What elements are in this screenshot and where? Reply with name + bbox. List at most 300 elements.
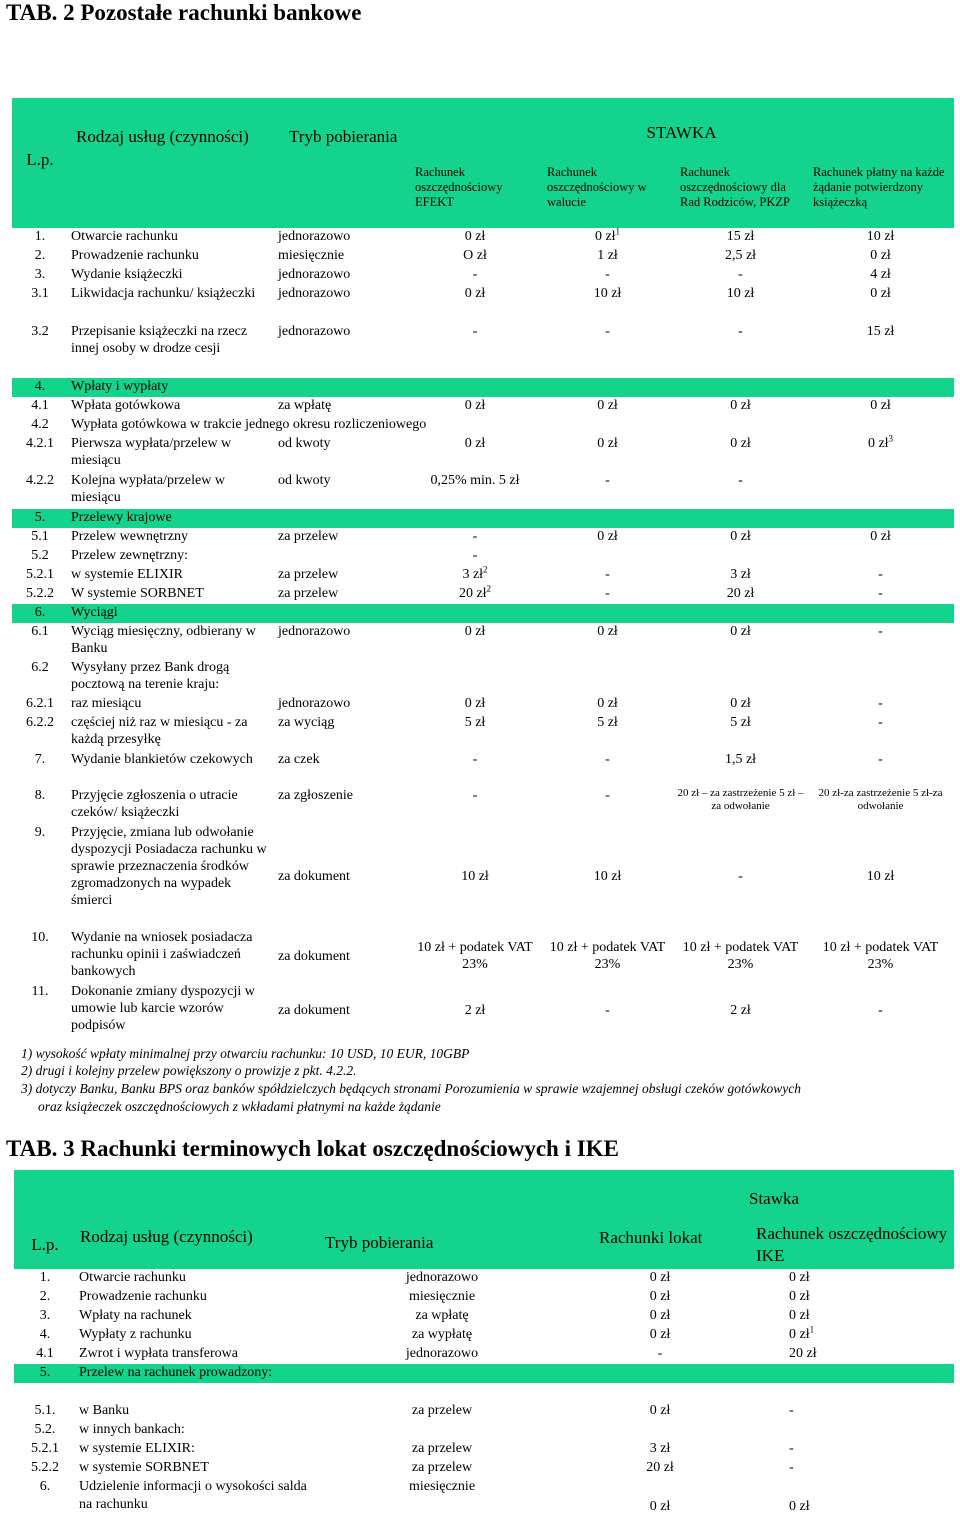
row-rate-1: [567, 1402, 753, 1421]
row-rate-3: [674, 824, 807, 929]
row-rate-4: [807, 695, 954, 714]
row-rate-2-text: 20 zł: [789, 1346, 817, 1361]
row-number: [12, 378, 68, 397]
row-rate-3-text: 1,5 zł: [724, 752, 757, 767]
row-charge-mode: [275, 397, 409, 416]
row-charge-mode: [275, 929, 409, 983]
section-title: [68, 604, 954, 623]
row-charge-mode: [317, 1459, 567, 1478]
row-rate-2: [541, 623, 674, 659]
row-service-name-text: Prowadzenie rachunku: [79, 1289, 207, 1304]
row-number-text: 1.: [39, 1270, 51, 1285]
row-rate-2: [541, 659, 674, 695]
table-row: [12, 285, 954, 323]
row-rate-1: [409, 397, 541, 416]
table-row: [14, 1269, 954, 1288]
section-title-text: Przelew na rachunek prowadzony:: [79, 1365, 273, 1380]
row-rate-2: [541, 929, 674, 983]
row-rate-3: [674, 929, 807, 983]
row-service-name: [68, 623, 275, 659]
row-rate-3: [674, 528, 807, 547]
row-rate-2: [753, 1402, 954, 1421]
row-rate-3: [674, 285, 807, 323]
header-charge-mode: Tryb pobierania: [325, 1233, 434, 1252]
row-service-name-text: w systemie ELIXIR:: [79, 1441, 195, 1456]
table-row: [14, 1440, 954, 1459]
row-rate-3: [674, 623, 807, 659]
row-rate-3: [674, 472, 807, 509]
row-rate-1: [409, 714, 541, 751]
header-account-currency: Rachunek oszczędnościowy w walucie: [547, 165, 647, 209]
row-rate-1-text: 0 zł: [464, 286, 486, 301]
header-rate: Stawka: [749, 1189, 800, 1208]
row-rate-1-text: 20 zł: [458, 586, 487, 601]
row-rate-3-text: -: [738, 324, 743, 339]
header-lp: L.p.: [31, 1235, 59, 1254]
row-number-text: 4.: [39, 1327, 51, 1342]
row-service-name: [76, 1478, 317, 1516]
row-rate-2: [541, 547, 674, 566]
row-service-name: [68, 472, 275, 509]
row-service-name: [76, 1307, 317, 1326]
row-rate-2-text: -: [789, 1403, 794, 1418]
row-rate-4-text: 0 zł: [870, 398, 891, 413]
row-rate-3: [674, 983, 807, 1037]
row-number-text: 5.2: [31, 548, 49, 563]
row-service-name: [68, 714, 275, 751]
row-service-name: [68, 397, 275, 416]
row-charge-mode-text: jednorazowo: [405, 1346, 479, 1361]
row-charge-mode-text: za przelew: [278, 586, 339, 601]
table-row: [14, 1478, 954, 1516]
row-number: [12, 787, 68, 824]
row-number-text: 2.: [39, 1289, 51, 1304]
row-service-name-text: Przyjęcie zgłoszenia o utracie czeków/ książeczki: [71, 788, 238, 820]
row-service-name: [68, 751, 275, 787]
row-rate-3-text: 20 zł: [726, 586, 755, 601]
row-charge-mode-text: za przelew: [278, 529, 339, 544]
row-rate-1: [409, 983, 541, 1037]
row-service-name: [76, 1402, 317, 1421]
row-service-name-text: Zwrot i wypłata transferowa: [79, 1346, 238, 1361]
row-rate-1-text: 3 zł: [649, 1441, 671, 1456]
table-row: [12, 983, 954, 1037]
row-rate-4-text: -: [878, 567, 883, 582]
table-row: [12, 695, 954, 714]
row-rate-1-text: O zł: [463, 248, 487, 263]
row-charge-mode: [317, 1402, 567, 1421]
footnote-marker: 2: [483, 566, 488, 575]
table-row: [12, 416, 954, 435]
row-rate-4-text: -: [878, 752, 883, 767]
row-rate-1-text: 0 zł: [649, 1403, 671, 1418]
row-rate-2-text: 0 zł: [789, 1270, 810, 1285]
header-ike-account: Rachunek oszczędnościowy IKE: [756, 1224, 948, 1265]
row-rate-1: [409, 929, 541, 983]
row-rate-1: [409, 695, 541, 714]
row-rate-4-text: 4 zł: [870, 267, 891, 282]
row-rate-4: [807, 228, 954, 247]
row-number: [12, 585, 68, 604]
table-row: [12, 585, 954, 604]
row-rate-2: [541, 285, 674, 323]
row-rate-2-text: -: [605, 473, 610, 488]
row-number: [12, 547, 68, 566]
row-rate-1: [409, 566, 541, 585]
row-number-text: 5.2.1: [26, 567, 54, 582]
footnote: 1) wysokość wpłaty minimalnej przy otwarciu rachunku: 10 USD, 10 EUR, 10GBP: [21, 1046, 470, 1061]
row-rate-4-text: 15 zł: [866, 324, 895, 339]
row-number-text: 6.2: [31, 660, 49, 675]
row-number-text: 6.: [39, 1479, 51, 1494]
table-row: [12, 566, 954, 585]
row-rate-1: [409, 323, 541, 378]
row-rate-2: [753, 1421, 954, 1440]
row-rate-2: [753, 1459, 954, 1478]
table-row: [12, 528, 954, 547]
row-service-name: [68, 983, 275, 1037]
row-number-text: 3.2: [31, 324, 49, 339]
row-rate-2: [753, 1269, 954, 1288]
row-charge-mode: [275, 623, 409, 659]
row-rate-2: [541, 472, 674, 509]
row-number: [12, 472, 68, 509]
row-number-text: 5.: [39, 1365, 51, 1380]
row-number: [14, 1269, 76, 1288]
row-rate-2: [753, 1307, 954, 1326]
row-charge-mode: [275, 247, 409, 266]
table-row: [14, 1402, 954, 1421]
row-service-name: [68, 247, 275, 266]
header-rate: STAWKA: [646, 123, 717, 141]
row-rate-1-text: 0 zł: [649, 1270, 671, 1285]
row-rate-3-text: 15 zł: [726, 229, 755, 244]
row-rate-1: [567, 1326, 753, 1345]
table-row: [12, 247, 954, 266]
row-charge-mode: [275, 787, 409, 824]
row-service-name-text: Otwarcie rachunku: [71, 229, 178, 244]
row-rate-1-text: 0 zł: [649, 1327, 671, 1342]
row-service-name-text: Przepisanie książeczki na rzecz innej osoby w drodze cesji: [71, 324, 248, 356]
header-service-type: Rodzaj usług (czynności): [76, 127, 249, 146]
row-rate-1: [409, 285, 541, 323]
row-rate-2-text: 1 zł: [597, 248, 618, 263]
row-number: [14, 1307, 76, 1326]
row-charge-mode: [275, 228, 409, 247]
row-number: [12, 604, 68, 623]
row-rate-3-text: 0 zł: [730, 436, 751, 451]
row-service-name-text: Pierwsza wypłata/przelew w miesiącu: [71, 436, 232, 468]
row-rate-4-text: -: [878, 586, 883, 601]
row-rate-1: [409, 585, 541, 604]
row-service-name-text: Kolejna wypłata/przelew w miesiącu: [71, 473, 225, 505]
table-row: [14, 1326, 954, 1345]
row-charge-mode-text: za czek: [278, 752, 320, 767]
row-rate-1-text: 3 zł: [462, 567, 484, 582]
row-charge-mode: [275, 585, 409, 604]
footnote: 3) dotyczy Banku, Banku BPS oraz banków spółdzielczych będących stronami Porozumienia w sprawie wzajemnej obsługi czeków gotówkowych: [21, 1081, 802, 1096]
row-rate-2-text: 0 zł: [597, 529, 618, 544]
row-rate-1: [567, 1307, 753, 1326]
row-charge-mode: [275, 751, 409, 787]
row-number-text: 9.: [34, 825, 46, 840]
row-charge-mode: [275, 547, 409, 566]
row-rate-2-text: -: [605, 267, 610, 282]
row-rate-2: [541, 824, 674, 929]
row-rate-1: [409, 623, 541, 659]
row-number-text: 3.1: [31, 286, 49, 301]
row-rate-4-text: 0 zł: [870, 248, 891, 263]
row-service-name: [76, 1269, 317, 1288]
row-rate-2: [753, 1478, 954, 1516]
footnote-marker: 2: [486, 585, 492, 594]
row-rate-3-text: 0 zł: [730, 529, 751, 544]
table-row: [12, 472, 954, 509]
row-rate-2-text: -: [789, 1460, 794, 1475]
row-rate-1: [409, 659, 541, 695]
row-rate-2: [541, 435, 674, 472]
row-number: [14, 1402, 76, 1421]
row-rate-1-text: -: [472, 324, 478, 339]
row-charge-mode: [275, 983, 409, 1037]
row-rate-4: [807, 787, 954, 824]
row-rate-3-text: 0 zł: [730, 696, 751, 711]
row-rate-4: [807, 266, 954, 285]
row-rate-1-text: 20 zł: [646, 1460, 674, 1475]
row-rate-3: [674, 714, 807, 751]
row-rate-2: [541, 323, 674, 378]
table-row: [14, 1307, 954, 1326]
row-number: [14, 1421, 76, 1440]
row-rate-1: [409, 751, 541, 787]
row-service-name: [68, 787, 275, 824]
row-rate-2: [753, 1440, 954, 1459]
row-rate-3-text: 20 zł – za zastrzeżenie 5 zł – za odwołanie: [677, 787, 804, 812]
row-number-text: 3.: [34, 267, 46, 282]
row-service-name: [68, 528, 275, 547]
row-rate-3: [674, 751, 807, 787]
row-charge-mode-text: jednorazowo: [278, 229, 351, 244]
row-charge-mode-text: od kwoty: [278, 436, 331, 451]
footnote-marker: 1: [615, 228, 621, 237]
row-number: [14, 1459, 76, 1478]
row-rate-3-text: 10 zł + podatek VAT 23%: [682, 940, 799, 972]
row-rate-4-text: 0 zł: [870, 529, 891, 544]
row-rate-1: [567, 1459, 753, 1478]
row-charge-mode-text: jednorazowo: [278, 696, 351, 711]
row-rate-3: [674, 585, 807, 604]
row-service-name: [68, 585, 275, 604]
row-rate-2-text: -: [605, 567, 610, 582]
row-service-name-text: Wyciąg miesięczny, odbierany w Banku: [71, 624, 256, 656]
row-rate-2-text: 10 zł: [593, 286, 622, 301]
table-header-row: [12, 98, 954, 141]
row-charge-mode-text: za przelew: [411, 1460, 473, 1475]
row-number: [12, 929, 68, 983]
row-rate-4: [807, 824, 954, 929]
row-rate-3-text: 3 zł: [730, 567, 751, 582]
row-number-text: 2.: [34, 248, 46, 263]
row-service-name-text: Udzielenie informacji o wysokości salda na rachunku: [79, 1479, 307, 1512]
row-number: [14, 1478, 76, 1516]
row-rate-4-text: 0 zł: [867, 436, 889, 451]
row-number: [12, 509, 68, 528]
row-service-name-text: Prowadzenie rachunku: [71, 248, 199, 263]
row-rate-3-text: 2,5 zł: [724, 248, 757, 263]
row-number: [14, 1326, 76, 1345]
row-charge-mode: [317, 1440, 567, 1459]
section-title: [68, 378, 954, 397]
row-number: [14, 1440, 76, 1459]
row-rate-4-text: -: [878, 696, 883, 711]
row-service-name-text: raz miesiącu: [71, 696, 142, 711]
row-rate-1: [409, 824, 541, 929]
row-charge-mode: [275, 266, 409, 285]
row-rate-3: [674, 397, 807, 416]
row-rate-3-text: 0 zł: [730, 398, 751, 413]
table-row: [14, 1421, 954, 1440]
row-service-name-text: Przelew zewnętrzny:: [71, 548, 188, 563]
footnote: oraz książeczek oszczędnościowych z wkładami płatnymi na każde żądanie: [38, 1099, 441, 1114]
row-rate-2: [541, 751, 674, 787]
row-rate-3: [674, 695, 807, 714]
row-number-text: 5.2.1: [31, 1441, 59, 1456]
row-rate-4-text: 20 zł-za zastrzeżenie 5 zł-za odwołanie: [818, 787, 943, 812]
footnote-marker: 3: [888, 435, 894, 444]
section-title: [68, 509, 954, 528]
row-number-text: 8.: [34, 788, 46, 803]
row-rate-1-text: 0,25% min. 5 zł: [430, 473, 520, 488]
row-rate-1-text: 0 zł: [464, 624, 486, 639]
row-rate-4-text: -: [878, 1002, 883, 1018]
row-service-name: [68, 266, 275, 285]
row-number: [12, 528, 68, 547]
row-charge-mode: [275, 566, 409, 585]
tab3-title: TAB. 3 Rachunki terminowych lokat oszczędnościowych i IKE: [6, 1136, 619, 1161]
row-rate-3-text: -: [738, 869, 743, 884]
header-account-passbook: Rachunek płatny na każde żądanie potwierdzony książeczką: [813, 165, 945, 209]
footnote: 2) drugi i kolejny przelew powiększony o prowizje z pkt. 4.2.2.: [21, 1063, 357, 1078]
row-rate-2: [541, 714, 674, 751]
row-rate-4: [807, 472, 954, 509]
row-number-text: 6.1: [31, 624, 49, 639]
row-rate-1-text: -: [657, 1346, 663, 1361]
row-charge-mode: [275, 528, 409, 547]
row-number: [12, 983, 68, 1037]
row-rate-2-text: 0 zł: [789, 1327, 810, 1342]
row-number-text: 4.2.2: [26, 473, 54, 488]
row-rate-3-text: 10 zł: [726, 286, 755, 301]
row-rate-2-text: 0 zł: [789, 1308, 810, 1323]
row-rate-3: [674, 547, 807, 566]
row-number-text: 4.2: [31, 417, 49, 432]
row-rate-3: [674, 566, 807, 585]
row-number-text: 4.: [34, 379, 46, 394]
row-rate-1: [567, 1421, 753, 1440]
row-number-text: 4.2.1: [26, 436, 54, 451]
row-charge-mode-text: jednorazowo: [278, 286, 351, 301]
section-title: [76, 1364, 954, 1383]
row-number: [12, 751, 68, 787]
table-row: [14, 1288, 954, 1307]
row-rate-1: [409, 228, 541, 247]
row-rate-2: [541, 566, 674, 585]
row-rate-2-text: 0 zł: [597, 398, 618, 413]
row-charge-mode: [317, 1478, 567, 1516]
row-rate-2: [541, 247, 674, 266]
row-number-text: 4.1: [36, 1346, 54, 1361]
row-rate-2: [541, 585, 674, 604]
row-charge-mode: [317, 1269, 567, 1288]
row-service-name: [76, 1326, 317, 1345]
row-rate-3: [674, 435, 807, 472]
row-charge-mode: [275, 435, 409, 472]
table-row: [12, 787, 954, 824]
fees-table-savings: [12, 98, 954, 1037]
row-charge-mode-text: za dokument: [278, 869, 350, 884]
row-rate-3: [674, 247, 807, 266]
row-rate-1-text: 0 zł: [464, 696, 486, 711]
row-rate-1: [567, 1269, 753, 1288]
row-rate-1: [409, 472, 541, 509]
row-rate-4: [807, 983, 954, 1037]
row-service-name-text: Wypłaty z rachunku: [79, 1327, 192, 1342]
row-rate-4: [807, 547, 954, 566]
row-service-name-text: częściej niż raz w miesiącu - za każdą przesyłkę: [71, 715, 248, 747]
row-rate-4: [807, 623, 954, 659]
row-charge-mode: [317, 1326, 567, 1345]
row-charge-mode: [275, 695, 409, 714]
row-number: [12, 266, 68, 285]
row-service-name-text: Wpłaty na rachunek: [79, 1308, 192, 1323]
row-service-name: [68, 547, 275, 566]
row-rate-2-text: -: [789, 1441, 794, 1456]
row-rate-1-text: -: [472, 529, 478, 544]
row-service-name-text: Przelew wewnętrzny: [71, 529, 189, 544]
row-rate-3-text: 0 zł: [730, 624, 751, 639]
row-service-name: [68, 566, 275, 585]
row-charge-mode-text: miesięcznie: [408, 1289, 476, 1304]
row-service-name-text: W systemie SORBNET: [71, 586, 204, 601]
row-charge-mode-text: jednorazowo: [278, 624, 351, 639]
row-service-name-text: Dokonanie zmiany dyspozycji w umowie lub karcie wzorów podpisów: [71, 984, 255, 1033]
row-rate-4: [807, 585, 954, 604]
row-number: [12, 228, 68, 247]
section-title-text: Przelewy krajowe: [71, 510, 172, 525]
row-rate-2: [541, 266, 674, 285]
row-number-text: 5.: [34, 510, 46, 525]
table-row: [12, 604, 954, 623]
row-rate-3-text: -: [738, 267, 743, 282]
row-rate-4: [807, 714, 954, 751]
row-service-name: [68, 323, 275, 378]
row-number-text: 3.: [39, 1308, 51, 1323]
row-rate-1: [409, 266, 541, 285]
row-charge-mode: [317, 1345, 567, 1364]
row-number: [14, 1288, 76, 1307]
row-charge-mode-text: za wypłatę: [411, 1327, 473, 1342]
row-service-name: [76, 1440, 317, 1459]
table-row: [12, 623, 954, 659]
row-charge-mode-text: za zgłoszenie: [278, 788, 354, 803]
row-rate-4-text: 10 zł: [866, 229, 895, 244]
header-account-parents: Rachunek oszczędnościowy dla Rad Rodziców, PKZP: [680, 165, 790, 209]
row-service-name-text: Wpłata gotówkowa: [71, 398, 181, 413]
row-service-name-text: Przyjęcie, zmiana lub odwołanie dyspozycji Posiadacza rachunku w sprawie przeznaczenia środków zgromadzonych na wypadek śmierci: [71, 825, 267, 908]
row-rate-2: [541, 695, 674, 714]
row-service-name: [68, 435, 275, 472]
row-charge-mode: [317, 1421, 567, 1440]
